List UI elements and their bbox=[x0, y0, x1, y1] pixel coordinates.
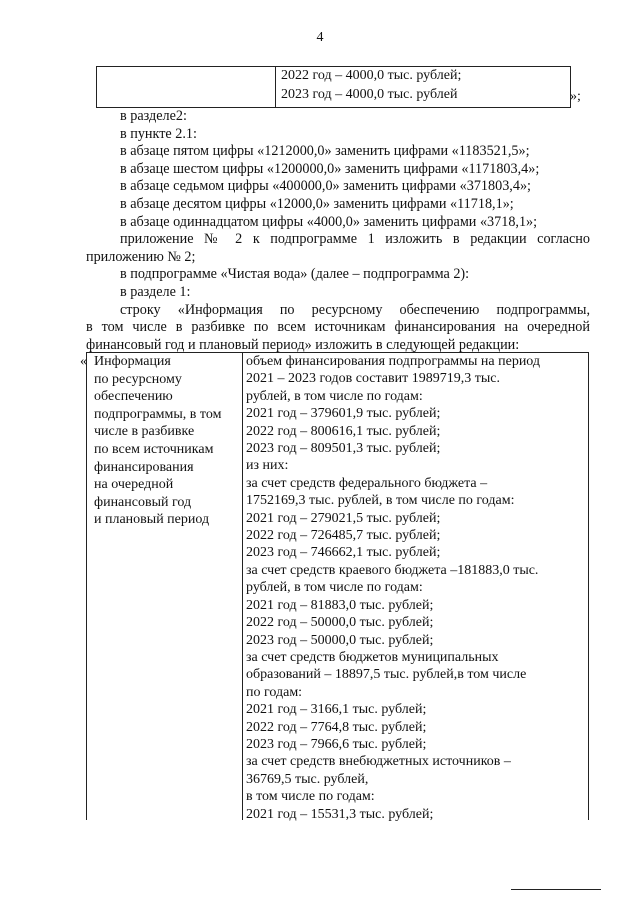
value-line: 2022 год – 800616,1 тыс. рублей; bbox=[246, 423, 441, 439]
label-line: обеспечению bbox=[94, 389, 173, 405]
value-line: 2021 год – 279021,5 тыс. рублей; bbox=[246, 510, 441, 526]
value-line: 2021 год – 3166,1 тыс. рублей; bbox=[246, 702, 427, 718]
value-line: 2022 год – 726485,7 тыс. рублей; bbox=[246, 528, 441, 544]
label-line: подпрограммы, в том bbox=[94, 406, 222, 422]
table-label-cell bbox=[80, 353, 240, 529]
paragraph-line: в абзаце одиннадцатом цифры «4000,0» заменить цифрами «3718,1»; bbox=[120, 213, 538, 230]
paragraph-line: в подпрограмме «Чистая вода» (далее – подпрограмма 2): bbox=[120, 266, 470, 283]
paragraph-line: приложение № 2 к подпрограмме 1 изложить в редакции согласно bbox=[120, 231, 590, 248]
table-value-cell bbox=[246, 353, 586, 823]
value-line: из них: bbox=[246, 458, 289, 474]
value-line: за счет средств федерального бюджета – bbox=[246, 475, 488, 491]
value-line: 2022 год – 50000,0 тыс. рублей; bbox=[246, 615, 434, 631]
paragraph-line: в абзаце десятом цифры «12000,0» заменить цифрами «11718,1»; bbox=[120, 195, 514, 212]
value-line: 36769,5 тыс. рублей, bbox=[246, 771, 369, 787]
value-line: за счет средств внебюджетных источников – bbox=[246, 754, 511, 770]
value-line: 2023 год – 50000,0 тыс. рублей; bbox=[246, 632, 434, 648]
value-line: 2023 год – 746662,1 тыс. рублей; bbox=[246, 545, 441, 561]
value-line: рублей, в том числе по годам: bbox=[246, 580, 423, 596]
label-line: по ресурсному bbox=[94, 371, 182, 387]
value-line: 2021 – 2023 годов составит 1989719,3 тыс. bbox=[246, 371, 500, 387]
table-column-divider bbox=[275, 67, 276, 107]
paragraph-line: в абзаце пятом цифры «1212000,0» заменить цифрами «1183521,5»; bbox=[120, 143, 530, 160]
table-column-divider bbox=[242, 352, 243, 820]
value-line: за счет средств бюджетов муниципальных bbox=[246, 649, 499, 665]
label-line: и плановый период bbox=[94, 512, 210, 528]
table-cell-line: 2023 год – 4000,0 тыс. рублей bbox=[281, 87, 458, 102]
paragraph-line: в абзаце седьмом цифры «400000,0» заменить цифрами «371803,4»; bbox=[120, 178, 531, 195]
page-number: 4 bbox=[316, 30, 324, 45]
paragraph-line: в том числе в разбивке по всем источникам финансирования на очередной bbox=[86, 319, 590, 336]
label-line: на очередной bbox=[94, 477, 174, 493]
value-line: 2021 год – 81883,0 тыс. рублей; bbox=[246, 597, 434, 613]
paragraph-line: в разделе2: bbox=[120, 108, 187, 124]
value-line: рублей, в том числе по годам: bbox=[246, 388, 423, 404]
paragraph-line: в разделе 1: bbox=[120, 283, 191, 300]
value-line: в том числе по годам: bbox=[246, 789, 375, 805]
value-line: объем финансирования подпрограммы на период bbox=[246, 354, 541, 369]
label-line: числе в разбивке bbox=[94, 424, 195, 440]
continued-table bbox=[96, 66, 571, 108]
value-line: 2023 год – 7966,6 тыс. рублей; bbox=[246, 736, 427, 752]
value-line: 1752169,3 тыс. рублей, в том числе по годам: bbox=[246, 493, 515, 509]
table-cell-line: 2022 год – 4000,0 тыс. рублей; bbox=[281, 68, 462, 83]
value-line: за счет средств краевого бюджета –181883,0 тыс. bbox=[246, 562, 539, 578]
paragraph-line: приложению № 2; bbox=[86, 248, 196, 265]
amendment-text bbox=[86, 108, 590, 354]
label-line: финансовый год bbox=[94, 494, 192, 510]
value-line: 2021 год – 15531,3 тыс. рублей; bbox=[246, 806, 434, 822]
resource-info-table bbox=[80, 352, 590, 822]
value-line: 2022 год – 7764,8 тыс. рублей; bbox=[246, 719, 427, 735]
paragraph-line: строку «Информация по ресурсному обеспечению подпрограммы, bbox=[120, 301, 590, 318]
label-line: финансирования bbox=[94, 459, 194, 475]
value-line: образований – 18897,5 тыс. рублей,в том числе bbox=[246, 667, 527, 683]
value-line: по годам: bbox=[246, 684, 303, 700]
paragraph-line: в пункте 2.1: bbox=[120, 125, 197, 142]
paragraph-line: финансовый год и плановый период» изложить в следующей редакции: bbox=[86, 336, 520, 353]
footer-rule bbox=[511, 889, 601, 890]
closing-quote: »; bbox=[570, 89, 581, 104]
paragraph-line: в абзаце шестом цифры «1200000,0» заменить цифрами «1171803,4»; bbox=[120, 160, 540, 177]
value-line: 2021 год – 379601,9 тыс. рублей; bbox=[246, 406, 441, 422]
label-line: Информация bbox=[94, 354, 171, 369]
value-line: 2023 год – 809501,3 тыс. рублей; bbox=[246, 441, 441, 457]
label-line: по всем источникам bbox=[94, 441, 214, 457]
opening-quote: « bbox=[80, 354, 87, 369]
